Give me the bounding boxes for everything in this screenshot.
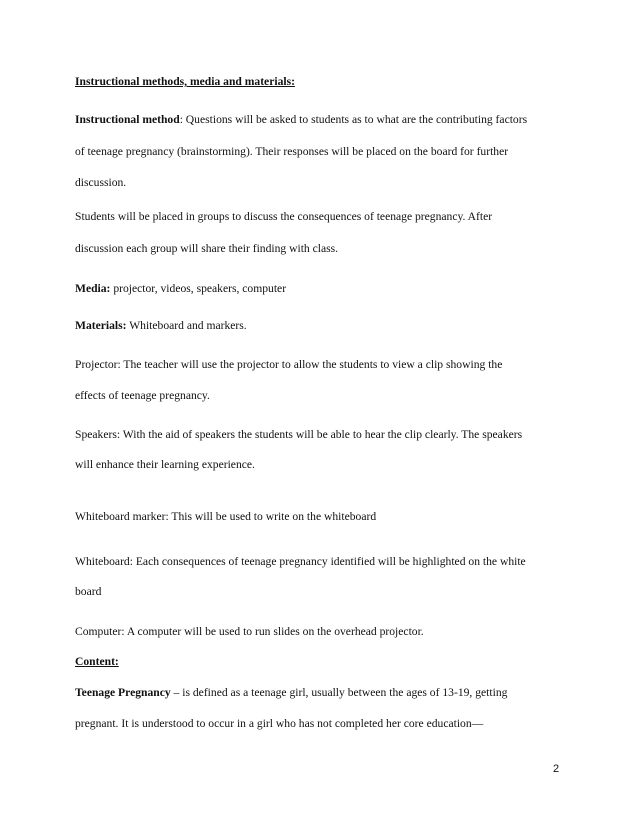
speakers-line-1: Speakers: With the aid of speakers the students will be able to hear the clip clearly. The speakers [75, 428, 523, 441]
whiteboard-line-1: Whiteboard: Each consequences of teenage pregnancy identified will be highlighted on the white [75, 555, 526, 568]
whiteboard-line-2: board [75, 585, 102, 598]
instructional-method-line-1 [75, 112, 527, 128]
whiteboard-marker-line: Whiteboard marker: This will be used to write on the whiteboard [75, 510, 377, 523]
materials-line [75, 318, 247, 334]
groups-line-2: discussion each group will share their finding with class. [75, 242, 339, 255]
teenage-pregnancy-line-2: pregnant. It is understood to occur in a girl who has not completed her core education— [75, 717, 484, 730]
page-number: 2 [553, 763, 560, 775]
media-line [75, 281, 286, 297]
media-label: Media: [75, 282, 111, 295]
projector-line-1: Projector: The teacher will use the projector to allow the students to view a clip showing the [75, 358, 503, 371]
instructional-method-line-3: discussion. [75, 176, 127, 189]
content-heading: Content: [75, 655, 119, 668]
teenage-pregnancy-line-1 [75, 685, 507, 701]
instructional-method-text: : Questions will be asked to students as to what are the contributing factors [179, 113, 528, 126]
speakers-line-2: will enhance their learning experience. [75, 458, 255, 471]
teenage-pregnancy-label: Teenage Pregnancy [75, 686, 171, 699]
media-text: projector, videos, speakers, computer [110, 282, 287, 295]
instructional-method-line-2: of teenage pregnancy (brainstorming). Their responses will be placed on the board for further [75, 145, 509, 158]
groups-line-1: Students will be placed in groups to discuss the consequences of teenage pregnancy. After [75, 210, 493, 223]
projector-line-2: effects of teenage pregnancy. [75, 389, 210, 402]
materials-label: Materials: [75, 319, 127, 332]
section-heading: Instructional methods, media and materials: [75, 75, 295, 88]
computer-line: Computer: A computer will be used to run slides on the overhead projector. [75, 625, 424, 638]
instructional-method-label: Instructional method [75, 113, 180, 126]
materials-text: Whiteboard and markers. [126, 319, 247, 332]
teenage-pregnancy-text: – is defined as a teenage girl, usually between the ages of 13-19, getting [170, 686, 508, 699]
